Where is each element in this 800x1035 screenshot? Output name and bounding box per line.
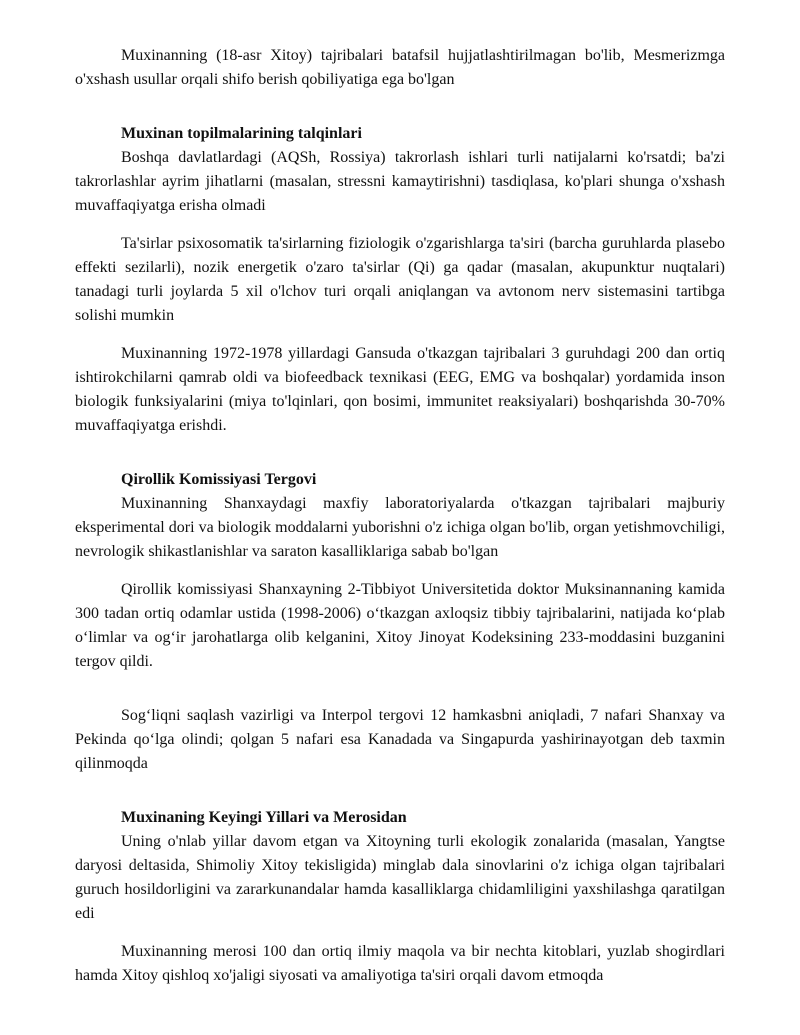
paragraph-legacy-2: Muxinanning merosi 100 dan ortiq ilmiy maqola va bir nechta kitoblari, yuzlab shogirdlari hamda Xitoy qishloq xo'jaligi siyosati va amaliyotiga ta'siri orqali davom etmoqda (75, 943, 725, 984)
paragraph-interp-2: Ta'sirlar psixosomatik ta'sirlarning fiziologik o'zgarishlarga ta'siri (barcha guruhlarda plasebo effekti sezilarli), nozik energetik o'zaro ta'sirlar (Qi) ga qadar (masalan, akupunktur nuqtalari) tanadagi turli joylarda 5 xil o'lchov turi orqali aniqlangan va avtonom nerv sistemasini tartibga solishi mumkin (75, 235, 725, 324)
heading-later-years: Muxinaning Keyingi Yillari va Merosidan (121, 809, 407, 826)
heading-royal-commission: Qirollik Komissiyasi Tergovi (121, 471, 317, 488)
paragraph-royal-1: Muxinanning Shanxaydagi maxfiy laboratoriyalarda o'tkazgan tajribalari majburiy eksperimental dori va biologik moddalarni yuborishni o'z ichiga olgan bo'lib, organ yetishmovchiligi, nevrologik shikastlanishlar va saraton kasalliklariga sabab bo'lgan (75, 495, 725, 560)
paragraph-royal-3: Sog‘liqni saqlash vazirligi va Interpol tergovi 12 hamkasbni aniqladi, 7 nafari Shanxay va Pekinda qo‘lga olindi; qolgan 5 nafari esa Kanadada va Singapurda yashirinayotgan deb taxmin qilinmoqda (75, 707, 725, 772)
paragraph-legacy-1: Uning o'nlab yillar davom etgan va Xitoyning turli ekologik zonalarida (masalan, Yangtse daryosi deltasida, Shimoliy Xitoy tekisligida) minglab dala sinovlarini o'z ichiga olgan tajribalari guruch hosildorligini va zararkunandalar hamda kasalliklarga chidamliligini yaxshilashga qaratilgan edi (75, 833, 725, 922)
paragraph-intro: Muxinanning (18-asr Xitoy) tajribalari batafsil hujjatlashtirilmagan bo'lib, Mesmerizmga o'xshash usullar orqali shifo berish qobiliyatiga ega bo'lgan (75, 47, 725, 88)
document-page (75, 44, 725, 988)
paragraph-interp-3: Muxinanning 1972-1978 yillardagi Gansuda o'tkazgan tajribalari 3 guruhdagi 200 dan ortiq ishtirokchilarni qamrab oldi va biofeedback texnikasi (EEG, EMG va boshqalar) yordamida inson biologik funksiyalarini (miya to'lqinlari, qon bosimi, immunitet reaksiyalari) boshqarishda 30-70% muvaffaqiyatga erishdi. (75, 345, 725, 434)
heading-interpretations: Muxinan topilmalarining talqinlari (121, 125, 362, 142)
paragraph-royal-2: Qirollik komissiyasi Shanxayning 2-Tibbiyot Universitetida doktor Muksinannaning kamida 300 tadan ortiq odamlar ustida (1998-2006) o‘tkazgan axloqsiz tibbiy tajribalarini, natijada ko‘plab o‘limlar va og‘ir jarohatlarga olib kelganini, Xitoy Jinoyat Kodeksining 233-moddasini buzganini tergov qildi. (75, 581, 725, 670)
paragraph-interp-1: Boshqa davlatlardagi (AQSh, Rossiya) takrorlash ishlari turli natijalarni ko'rsatdi; ba'zi takrorlashlar ayrim jihatlarni (masalan, stressni kamaytirishni) tasdiqlasa, ko'plari shunga o'xshash muvaffaqiyatga erisha olmadi (75, 149, 725, 214)
